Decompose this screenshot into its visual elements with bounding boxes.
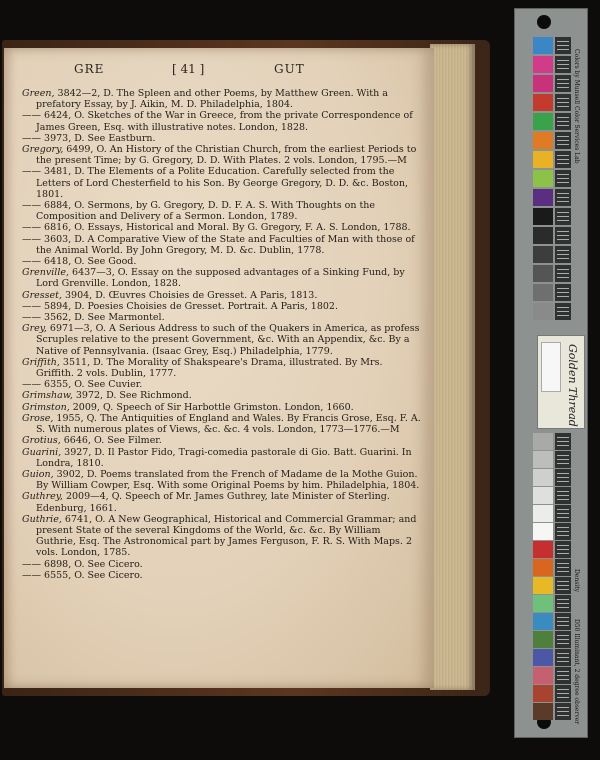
entry-author: —— xyxy=(22,110,41,122)
color-swatch xyxy=(533,649,553,666)
entry-text: 1955, Q. The Antiquities of England and Wales. By Francis Grose, Esq. F. A. S. With numerous plates of Views, &c. &c. 4 vols. London, 1773—1776.—M xyxy=(36,412,421,436)
entry-author: Grimston, xyxy=(22,401,70,413)
density-scale-cell xyxy=(555,75,571,92)
entry-author: Green, xyxy=(22,88,55,99)
catalogue-entry xyxy=(22,469,422,491)
entry-author: Griffith, xyxy=(22,356,60,368)
color-swatch xyxy=(533,37,553,54)
color-swatch xyxy=(533,227,553,244)
catalogue-entry xyxy=(22,200,422,222)
color-swatch xyxy=(533,451,553,468)
color-swatch xyxy=(533,595,553,612)
entry-author: —— xyxy=(22,222,41,234)
density-scale-cell xyxy=(555,505,571,522)
entry-text: 3603, D. A Comparative View of the State and Faculties of Man with those of the Animal World. By John Gregory, M. D. &c. Dublin, 1778. xyxy=(36,233,415,256)
density-scale-cell xyxy=(555,469,571,486)
entry-author: —— xyxy=(22,200,41,212)
density-scale-cell xyxy=(555,667,571,684)
entry-text: 6898, O. See Cicero. xyxy=(41,558,143,570)
density-label: Density xyxy=(573,569,580,593)
entry-text: 3842—2, D. The Spleen and other Poems, by Matthew Green. With a prefatory Essay, by J. Aikin, M. D. Philadelphia, 1804. xyxy=(36,88,388,111)
density-scale-cell xyxy=(555,246,571,263)
density-scale-cell xyxy=(555,613,571,630)
density-scale-cell xyxy=(555,227,571,244)
brand-label xyxy=(537,335,585,429)
entry-author: Guthrie, xyxy=(22,513,62,525)
entry-author: Guion, xyxy=(22,468,54,480)
density-scale-cell xyxy=(555,94,571,111)
catalogue-entry xyxy=(22,357,422,379)
density-scale-cell xyxy=(555,170,571,187)
entry-text: 3927, D. Il Pastor Fido, Tragi-comedia pastorale di Gio. Batt. Guarini. In Londra, 1810. xyxy=(36,446,412,469)
page-edges xyxy=(430,44,475,690)
color-swatch xyxy=(533,265,553,282)
entry-author: Grimshaw, xyxy=(22,390,73,402)
catalogue-entry xyxy=(22,447,422,469)
color-swatch xyxy=(533,151,553,168)
density-scale-cell xyxy=(555,208,571,225)
color-swatch xyxy=(533,303,553,320)
catalogue-entry xyxy=(22,301,422,312)
mini-target xyxy=(541,342,561,392)
entry-author: —— xyxy=(22,132,41,144)
entry-text: 6499, O. An History of the Christian Church, from the earliest Periods to the present Time; by G. Gregory, D. D. With Plates. 2 vols. London, 1795.—M xyxy=(36,144,417,167)
color-swatch xyxy=(533,208,553,225)
color-swatch xyxy=(533,541,553,558)
book-page xyxy=(4,48,434,688)
entry-author: Guthrey, xyxy=(22,491,63,503)
entry-author: —— xyxy=(22,569,41,581)
catalogue-entry xyxy=(22,110,422,132)
density-scale-cell xyxy=(555,56,571,73)
checker-top-text: Colors by Munsell Color Services Lab xyxy=(573,49,580,164)
density-scale-cell xyxy=(555,631,571,648)
entry-author: —— xyxy=(22,256,41,268)
color-swatch xyxy=(533,75,553,92)
entry-text: 6418, O. See Good. xyxy=(41,256,137,268)
color-swatch xyxy=(533,56,553,73)
entry-text: 3973, D. See Eastburn. xyxy=(41,132,156,144)
page-number: [ 41 ] xyxy=(172,62,205,76)
density-scale-cell xyxy=(555,265,571,282)
entry-author: —— xyxy=(22,379,41,391)
catalogue-entry xyxy=(22,491,422,513)
density-scale-cell xyxy=(555,703,571,720)
color-swatch xyxy=(533,559,553,576)
entry-text: 6884, O. Sermons, by G. Gregory, D. D. F. A. S. With Thoughts on the Composition and Delivery of a Sermon. London, 1789. xyxy=(36,200,376,223)
catalogue-entry xyxy=(22,323,422,357)
color-swatch xyxy=(533,94,553,111)
registration-dot-top xyxy=(537,15,551,29)
density-scale-cell xyxy=(555,113,571,130)
color-swatch xyxy=(533,577,553,594)
catalogue-entries xyxy=(22,88,422,581)
density-scale-cell xyxy=(555,649,571,666)
density-scale-cell xyxy=(555,132,571,149)
density-scale-cell xyxy=(555,685,571,702)
entry-text: 3511, D. The Morality of Shakspeare's Drama, illustrated. By Mrs. Griffith. 2 vols. Dublin, 1777. xyxy=(36,356,383,380)
catalogue-entry xyxy=(22,413,422,435)
entry-author: Grotius, xyxy=(22,435,61,447)
density-scale-cell xyxy=(555,595,571,612)
running-header xyxy=(4,62,434,80)
catalogue-entry xyxy=(22,222,422,233)
color-swatch xyxy=(533,132,553,149)
entry-author: Guarini, xyxy=(22,446,62,458)
entry-author: Grose, xyxy=(22,412,54,424)
density-scale-cell xyxy=(555,189,571,206)
density-scale-cell xyxy=(555,523,571,540)
entry-text: 6424, O. Sketches of the War in Greece, from the private Correspondence of James Green, Esq. with illustrative notes. London, 1828. xyxy=(36,110,413,133)
entry-text: 6741, O. A New Geographical, Historical and Commercial Grammar; and present State of the several Kingdoms of the World, &c. &c. By William Guthrie, Esq. The Astronomical part by James Ferguson, F. R. S. With Maps. 2 vols. London, 1785. xyxy=(36,513,417,559)
catalogue-entry xyxy=(22,390,422,401)
entry-author: —— xyxy=(22,233,41,245)
color-swatch xyxy=(533,505,553,522)
density-scale-cell xyxy=(555,151,571,168)
catalogue-entry xyxy=(22,570,422,581)
color-checker-target xyxy=(514,8,588,738)
catalogue-entry xyxy=(22,133,422,144)
density-scale-cell xyxy=(555,433,571,450)
entry-text: 6646, O. See Filmer. xyxy=(60,435,162,447)
catalogue-entry xyxy=(22,290,422,301)
entry-text: 6971—3, O. A Serious Address to such of the Quakers in America, as profess Scruples relative to the present Government, &c. With an Appendix, &c. By a Native of Pennsylvania. (Isaac Grey, Esq.) Philadelphia, 1779. xyxy=(36,323,420,357)
brand-name: Golden Thread xyxy=(566,344,579,427)
catalogue-entry xyxy=(22,514,422,559)
color-swatch xyxy=(533,685,553,702)
catalogue-entry xyxy=(22,166,422,200)
density-scale-cell xyxy=(555,284,571,301)
entry-author: —— xyxy=(22,558,41,570)
entry-text: 6555, O. See Cicero. xyxy=(41,569,143,581)
entry-author: Grenville, xyxy=(22,267,69,279)
header-left: GRE xyxy=(74,62,105,76)
density-scale-cell xyxy=(555,487,571,504)
color-swatch xyxy=(533,189,553,206)
catalogue-entry xyxy=(22,267,422,289)
density-scale-cell xyxy=(555,559,571,576)
catalogue-entry xyxy=(22,256,422,267)
entry-text: 5894, D. Poesies Choisies de Gresset. Portrait. A Paris, 1802. xyxy=(41,300,339,312)
entry-text: 3904, D. Œuvres Choisies de Gresset. A Paris, 1813. xyxy=(61,289,318,301)
color-swatch xyxy=(533,613,553,630)
entry-text: 6437—3, O. Essay on the supposed advantages of a Sinking Fund, by Lord Grenville. London, 1828. xyxy=(36,267,405,290)
entry-text: 2009, Q. Speech of Sir Harbottle Grimston. London, 1660. xyxy=(69,401,354,413)
entry-author: Gregory, xyxy=(22,144,64,156)
checker-bottom-text: D50 Illuminant, 2 degree observer xyxy=(573,619,580,725)
density-scale-cell xyxy=(555,451,571,468)
catalogue-entry xyxy=(22,234,422,256)
color-swatch xyxy=(533,433,553,450)
entry-text: 6355, O. See Cuvier. xyxy=(41,379,143,391)
color-swatch xyxy=(533,113,553,130)
color-swatch xyxy=(533,170,553,187)
entry-text: 3902, D. Poems translated from the French of Madame de la Mothe Guion. By William Cowper, Esq. With some Original Poems by him. Philadelphia, 1804. xyxy=(36,468,420,492)
density-scale-cell xyxy=(555,541,571,558)
catalogue-entry xyxy=(22,312,422,323)
color-swatch xyxy=(533,487,553,504)
entry-text: 6816, O. Essays, Historical and Moral. By G. Gregory, F. A. S. London, 1788. xyxy=(41,222,411,234)
color-swatch xyxy=(533,469,553,486)
catalogue-entry xyxy=(22,435,422,446)
color-swatch xyxy=(533,703,553,720)
color-swatch xyxy=(533,523,553,540)
header-right: GUT xyxy=(274,62,305,76)
entry-author: —— xyxy=(22,312,41,324)
entry-author: —— xyxy=(22,166,41,178)
density-scale-cell xyxy=(555,37,571,54)
entry-text: 3972, D. See Richmond. xyxy=(72,390,192,402)
color-swatch xyxy=(533,246,553,263)
density-scale-cell xyxy=(555,577,571,594)
color-swatch xyxy=(533,631,553,648)
density-scale-cell xyxy=(555,303,571,320)
catalogue-entry xyxy=(22,559,422,570)
catalogue-entry xyxy=(22,144,422,166)
entry-text: 3481, D. The Elements of a Polite Education. Carefully selected from the Letters of Lord Chesterfield to his Son. By George Gregory, D. D. &c. Boston, 1801. xyxy=(36,166,409,200)
entry-author: Gresset, xyxy=(22,289,62,301)
entry-author: Grey, xyxy=(22,323,47,335)
entry-author: —— xyxy=(22,300,41,312)
color-swatch xyxy=(533,667,553,684)
catalogue-entry xyxy=(22,379,422,390)
color-swatch xyxy=(533,284,553,301)
entry-text: 2009—4, Q. Speech of Mr. James Guthrey, late Minister of Sterling. Edenburg, 1661. xyxy=(36,491,390,514)
catalogue-entry xyxy=(22,88,422,110)
catalogue-entry xyxy=(22,402,422,413)
entry-text: 3562, D. See Marmontel. xyxy=(41,312,165,324)
